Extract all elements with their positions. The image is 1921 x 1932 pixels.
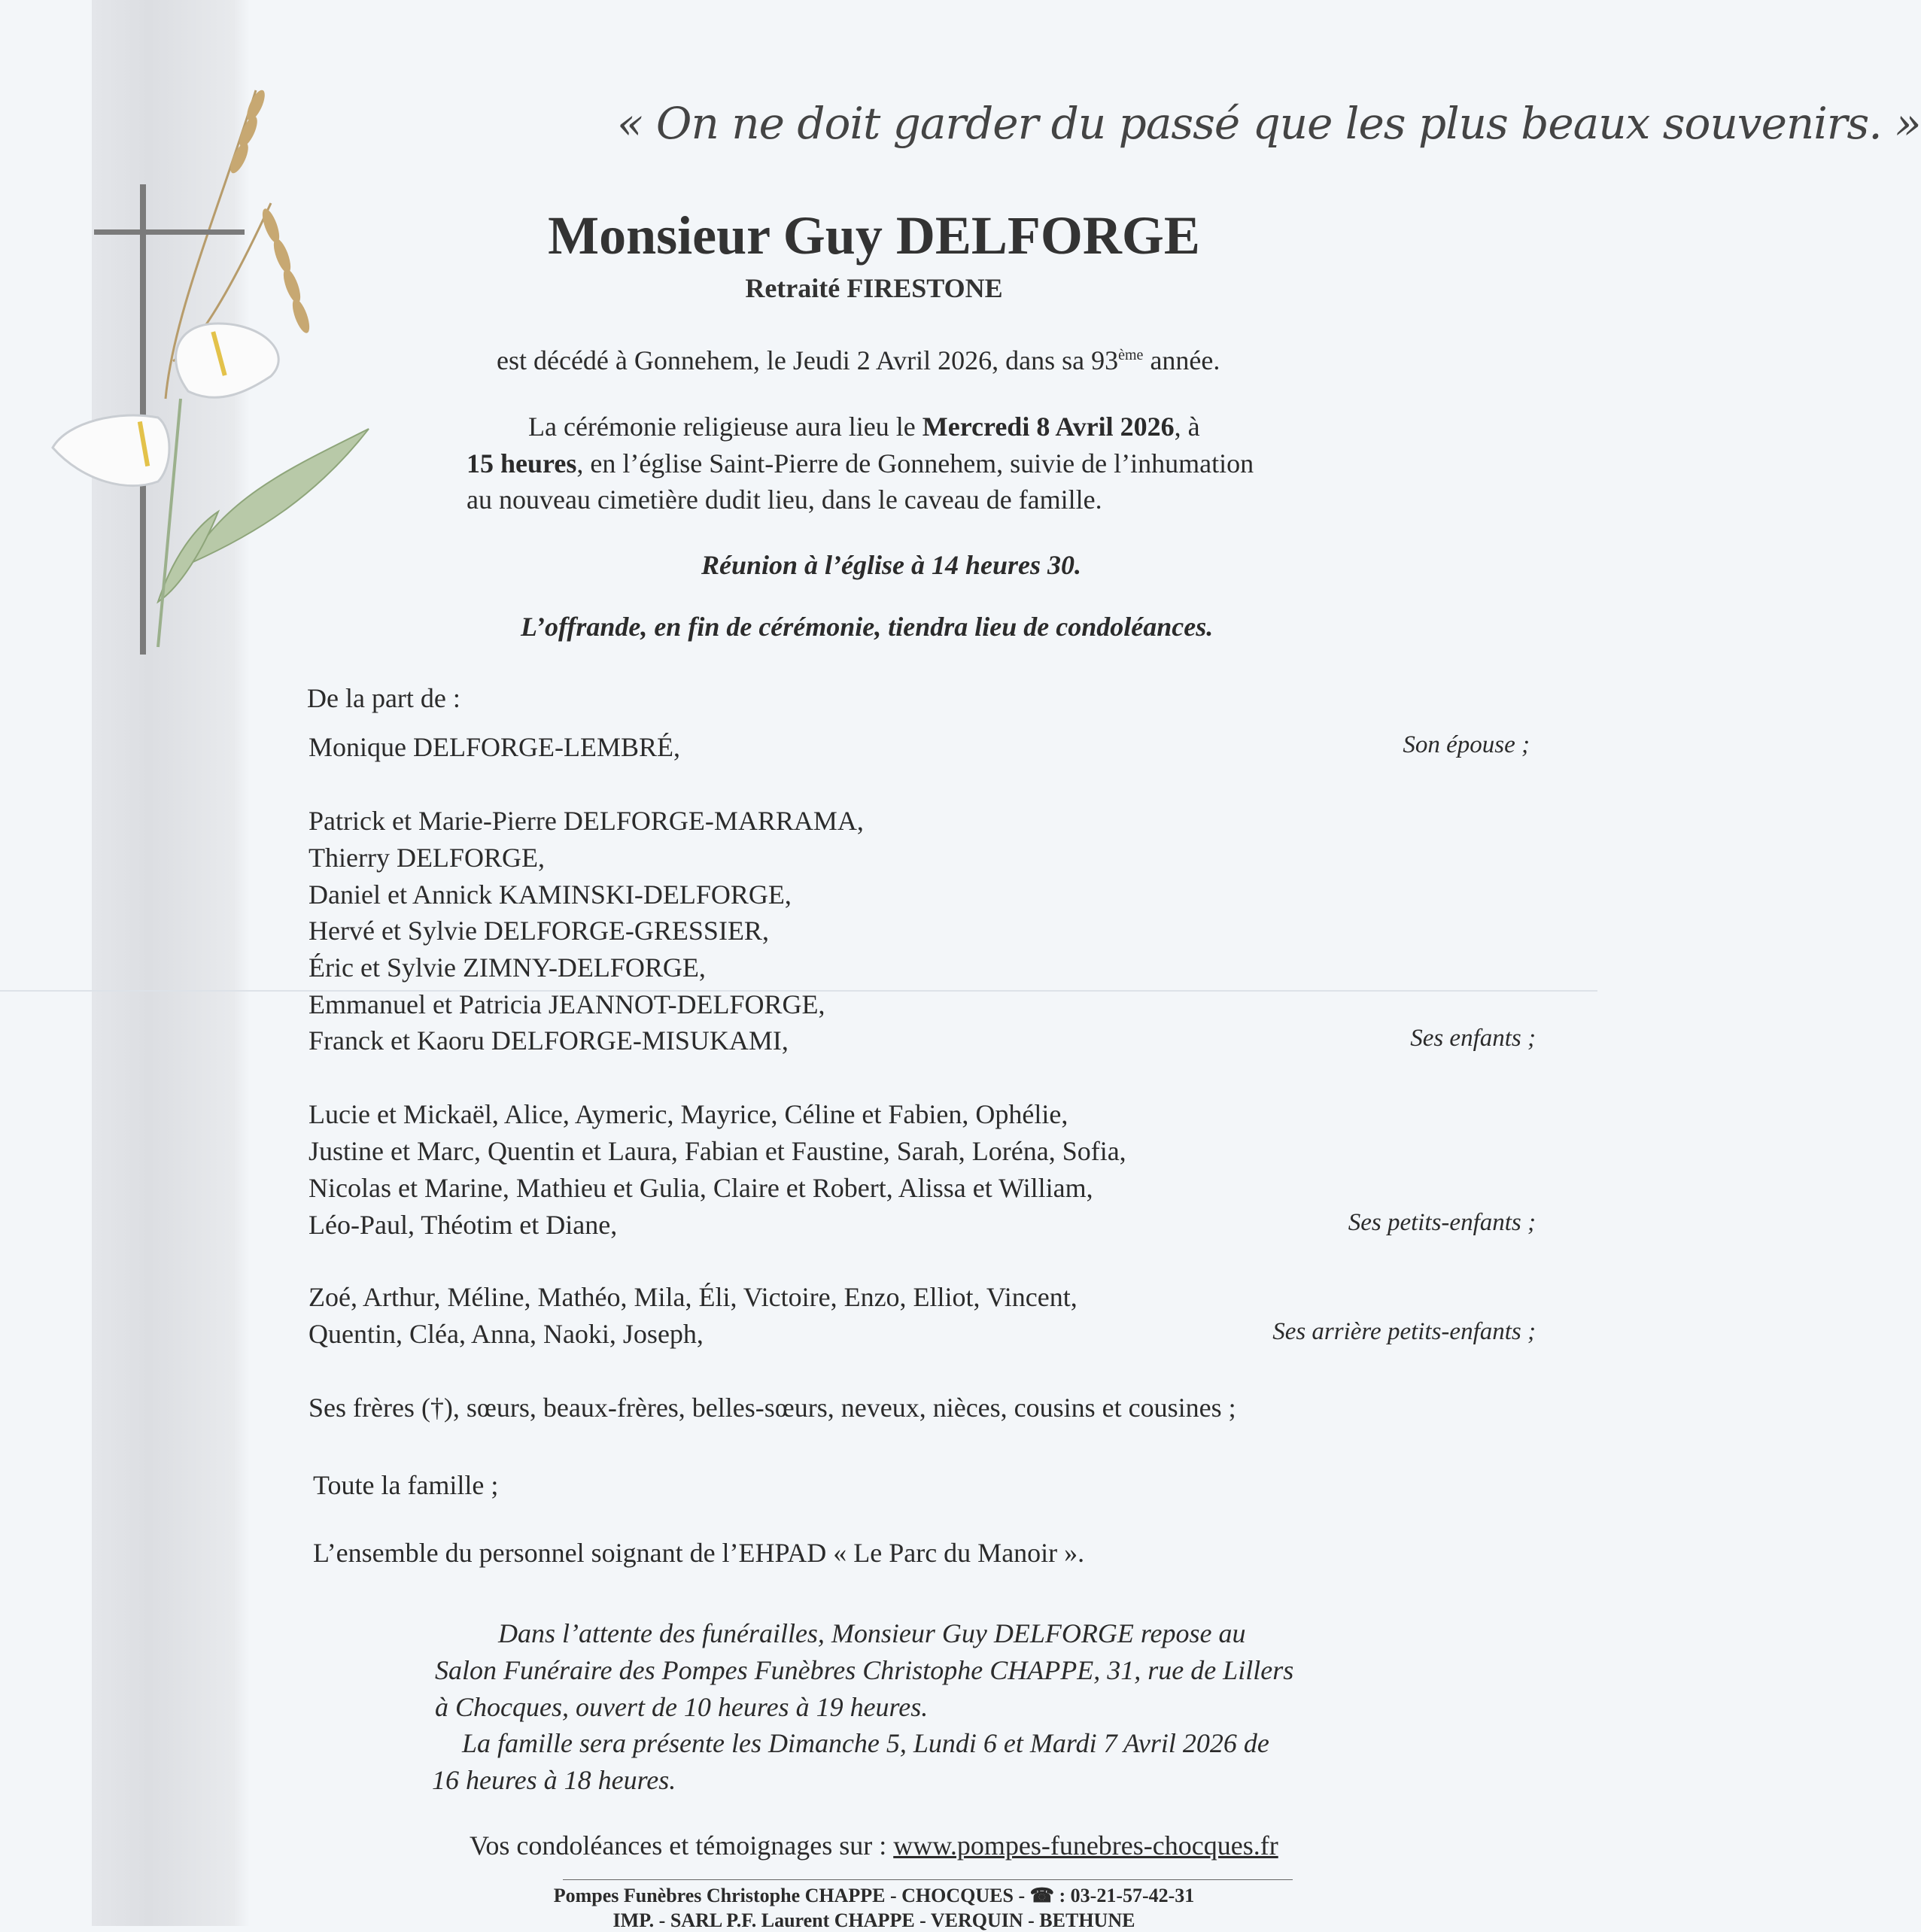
grandchildren-role: Ses petits-enfants ; bbox=[1348, 1209, 1536, 1236]
list-item: Lucie et Mickaël, Alice, Aymeric, Mayrice, Céline et Fabien, Ophélie, bbox=[309, 1099, 1068, 1129]
ceremony-line-2 bbox=[467, 448, 1254, 479]
ceremony-text: , à bbox=[1174, 412, 1200, 442]
list-item: Hervé et Sylvie DELFORGE-GRESSIER, bbox=[309, 916, 769, 946]
deceased-name: Monsieur Guy DELFORGE bbox=[548, 205, 1200, 266]
cross-and-lily-illustration bbox=[45, 75, 361, 662]
funeral-home-contact: Pompes Funèbres Christophe CHAPPE - CHOCQUES - ☎ : 03-21-57-42-31 bbox=[553, 1885, 1195, 1906]
rest-line: Salon Funéraire des Pompes Funèbres Christophe CHAPPE, 31, rue de Lillers bbox=[435, 1655, 1294, 1685]
children-role: Ses enfants ; bbox=[1410, 1025, 1536, 1052]
list-item: Emmanuel et Patricia JEANNOT-DELFORGE, bbox=[309, 989, 825, 1019]
palm-leaf bbox=[158, 429, 369, 602]
staff-line: L’ensemble du personnel soignant de l’EHPAD « Le Parc du Manoir ». bbox=[313, 1538, 1085, 1568]
lily-flower-2 bbox=[53, 415, 169, 486]
ceremony-date: Mercredi 8 Avril 2026 bbox=[922, 412, 1175, 442]
great-grandchildren-role: Ses arrière petits-enfants ; bbox=[1272, 1318, 1536, 1345]
death-announcement bbox=[497, 345, 1220, 376]
spouse-role: Son épouse ; bbox=[1403, 731, 1530, 758]
list-item: Patrick et Marie-Pierre DELFORGE-MARRAMA, bbox=[309, 806, 864, 836]
ceremony-line-3: au nouveau cimetière dudit lieu, dans le caveau de famille. bbox=[467, 485, 1102, 515]
opening-quote: « On ne doit garder du passé que les plus beaux souvenirs. » bbox=[617, 98, 1921, 149]
list-item: Franck et Kaoru DELFORGE-MISUKAMI, bbox=[309, 1025, 789, 1056]
rest-line: 16 heures à 18 heures. bbox=[432, 1765, 676, 1795]
rest-line: La famille sera présente les Dimanche 5, Lundi 6 et Mardi 7 Avril 2026 de bbox=[462, 1728, 1269, 1758]
from-label: De la part de : bbox=[307, 683, 460, 713]
siblings-line: Ses frères (†), sœurs, beaux-frères, belles-sœurs, neveux, nièces, cousins et cousines ; bbox=[309, 1393, 1236, 1423]
meeting-time: Réunion à l’église à 14 heures 30. bbox=[701, 550, 1082, 580]
ceremony-text: La cérémonie religieuse aura lieu le bbox=[528, 412, 923, 442]
condolences-line bbox=[470, 1830, 1278, 1861]
condolences-label: Vos condoléances et témoignages sur : bbox=[470, 1830, 894, 1861]
printer-credit: IMP. - SARL P.F. Laurent CHAPPE - VERQUIN - BETHUNE bbox=[612, 1909, 1135, 1931]
family-line: Toute la famille ; bbox=[313, 1470, 499, 1500]
ordinal-suffix: ème bbox=[1118, 347, 1144, 363]
rest-line: à Chocques, ouvert de 10 heures à 19 heures. bbox=[435, 1692, 929, 1722]
list-item: Léo-Paul, Théotim et Diane, bbox=[309, 1210, 618, 1240]
list-item: Éric et Sylvie ZIMNY-DELFORGE, bbox=[309, 952, 706, 983]
footer-divider bbox=[563, 1879, 1293, 1880]
death-text-end: année. bbox=[1143, 345, 1220, 375]
list-item: Thierry DELFORGE, bbox=[309, 843, 545, 873]
condolences-website-link[interactable]: www.pompes-funebres-chocques.fr bbox=[893, 1830, 1278, 1861]
spouse-name: Monique DELFORGE-LEMBRÉ, bbox=[309, 732, 680, 762]
lily-flower-1 bbox=[176, 324, 279, 397]
ceremony-text: , en l’église Saint-Pierre de Gonnehem, suivie de l’inhumation bbox=[576, 448, 1254, 478]
list-item: Zoé, Arthur, Méline, Mathéo, Mila, Éli, Victoire, Enzo, Elliot, Vincent, bbox=[309, 1282, 1078, 1312]
death-text: est décédé à Gonnehem, le Jeudi 2 Avril 2026, dans sa 93 bbox=[497, 345, 1119, 375]
list-item: Justine et Marc, Quentin et Laura, Fabian et Faustine, Sarah, Loréna, Sofia, bbox=[309, 1136, 1126, 1166]
list-item: Daniel et Annick KAMINSKI-DELFORGE, bbox=[309, 879, 792, 910]
ceremony-line-1 bbox=[528, 411, 1200, 442]
deceased-profession: Retraité FIRESTONE bbox=[745, 273, 1003, 303]
offering-note: L’offrande, en fin de cérémonie, tiendra lieu de condoléances. bbox=[521, 612, 1214, 642]
list-item: Nicolas et Marine, Mathieu et Gulia, Claire et Robert, Alissa et William, bbox=[309, 1173, 1093, 1203]
list-item: Quentin, Cléa, Anna, Naoki, Joseph, bbox=[309, 1319, 704, 1349]
rest-line: Dans l’attente des funérailles, Monsieur Guy DELFORGE repose au bbox=[498, 1618, 1246, 1648]
ceremony-time: 15 heures bbox=[467, 448, 577, 478]
